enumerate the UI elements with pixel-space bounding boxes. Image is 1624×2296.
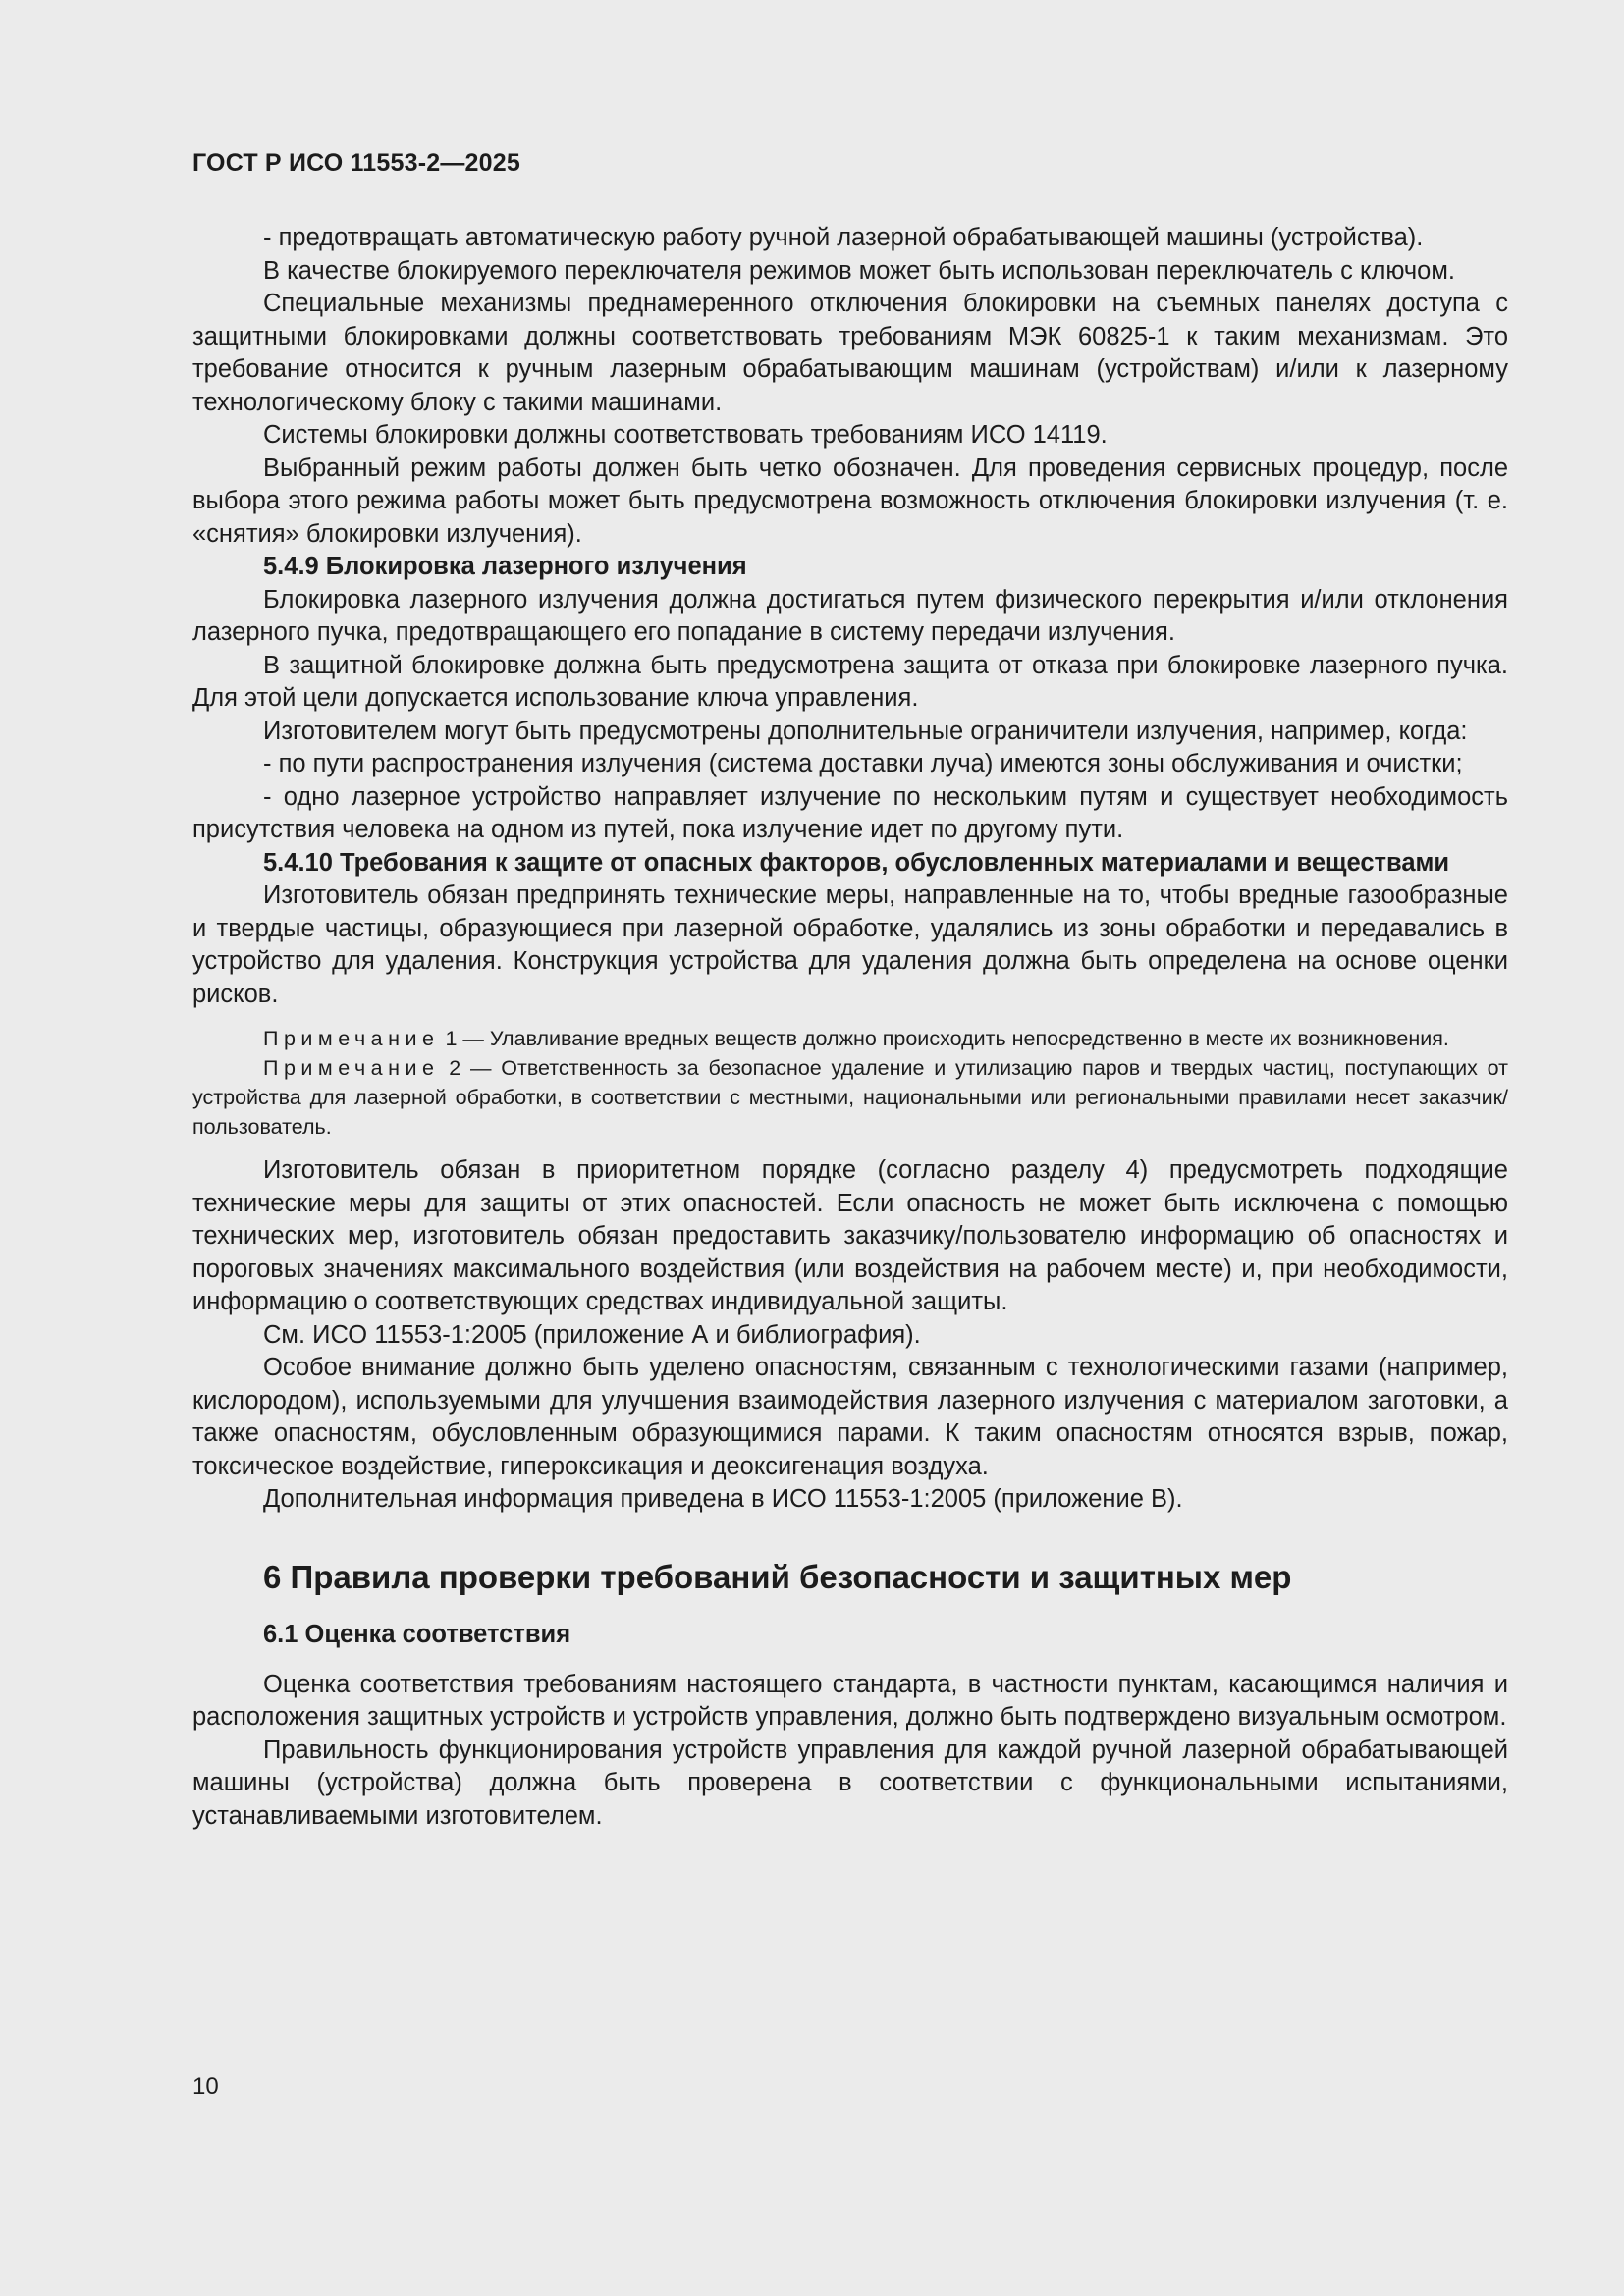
subchapter-heading-6-1: 6.1 Оценка соответствия [263, 1620, 571, 1648]
note-label: Примечание [263, 1056, 440, 1080]
paragraph: Оценка соответствия требованиям настоящего стандарта, в частности пунктам, касающимся наличия и расположения защитных устройств и устройств управления, должно быть подтверждено визуальным осмотром. [192, 1670, 1508, 1731]
paragraph: Системы блокировки должны соответствовать требованиям ИСО 14119. [263, 421, 1108, 449]
note-label: Примечание [263, 1027, 440, 1050]
document-body [192, 222, 1508, 1833]
paragraph: Блокировка лазерного излучения должна достигаться путем физического перекрытия и/или отклонения лазерного пучка, предотвращающего его попадание в систему передачи излучения. [192, 585, 1508, 646]
document-code-header: ГОСТ Р ИСО 11553-2—2025 [192, 149, 520, 177]
list-item: - по пути распространения излучения (система доставки луча) имеются зоны обслуживания и очистки; [263, 750, 1463, 777]
paragraph: Выбранный режим работы должен быть четко обозначен. Для проведения сервисных процедур, после выбора этого режима работы может быть предусмотрена возможность отключения блокировки излучения (т. е. «снятия» блокировки излучения). [192, 454, 1508, 548]
note [192, 1024, 1508, 1053]
paragraph: Изготовитель обязан предпринять технические меры, направленные на то, чтобы вредные газообразные и твердые частицы, образующиеся при лазерной обработке, удалялись из зоны обработки и передавались в устройство для удаления. Конструкция устройства для удаления должна быть определена на основе оценки рисков. [192, 881, 1508, 1008]
paragraph: Дополнительная информация приведена в ИСО 11553-1:2005 (приложение В). [263, 1485, 1183, 1513]
paragraph: Изготовителем могут быть предусмотрены дополнительные ограничители излучения, например, когда: [263, 717, 1468, 745]
list-item: - одно лазерное устройство направляет излучение по нескольким путям и существует необходимость присутствия человека на одном из путей, пока излучение идет по другому пути. [192, 782, 1508, 843]
chapter-heading-6: 6 Правила проверки требований безопасности и защитных мер [263, 1558, 1292, 1595]
paragraph: Изготовитель обязан в приоритетном порядке (согласно разделу 4) предусмотреть подходящие технические меры для защиты от этих опасностей. Если опасность не может быть исключена с помощью технических мер, изготовитель обязан предоставить заказчику/пользователю информацию об опасностях и пороговых значениях максимального воздействия (или воздействия на рабочем месте) и, при необходимости, информацию о соответствующих средствах индивидуальной защиты. [192, 1156, 1508, 1315]
paragraph: В качестве блокируемого переключателя режимов может быть использован переключатель с ключом. [263, 256, 1455, 285]
paragraph: - предотвращать автоматическую работу ручной лазерной обрабатывающей машины (устройства). [263, 224, 1424, 251]
paragraph: Специальные механизмы преднамеренного отключения блокировки на съемных панелях доступа с защитными блокировками должны соответствовать требованиям МЭК 60825-1 к таким механизмам. Это требование относится к ручным лазерным обрабатывающим машинам (устройствам) и/или к лазерному технологическому блоку с такими машинами. [192, 290, 1508, 416]
note-text: 2 — Ответственность за безопасное удаление и утилизацию паров и твердых частиц, поступающих от устройства для лазерной обработки, в соответствии с местными, национальными или региональными правилами несет заказчик/пользователь. [192, 1056, 1508, 1139]
section-heading-5-4-9: 5.4.9 Блокировка лазерного излучения [263, 553, 747, 580]
page-number: 10 [192, 2073, 219, 2100]
paragraph: В защитной блокировке должна быть предусмотрена защита от отказа при блокировке лазерного пучка. Для этой цели допускается использование ключа управления. [192, 651, 1508, 712]
note-text: 1 — Улавливание вредных веществ должно происходить непосредственно в месте их возникновения. [445, 1027, 1449, 1050]
paragraph: Особое внимание должно быть уделено опасностям, связанным с технологическими газами (например, кислородом), используемыми для улучшения взаимодействия лазерного излучения с материалом заготовки, а также опасностям, обусловленным образующимися парами. К таким опасностям относятся взрыв, пожар, токсическое воздействие, гипероксикация и деоксигенация воздуха. [192, 1354, 1508, 1480]
note [192, 1053, 1508, 1142]
paragraph: См. ИСО 11553-1:2005 (приложение А и библиография). [263, 1320, 921, 1349]
section-heading-5-4-10: 5.4.10 Требования к защите от опасных факторов, обусловленных материалами и веществами [263, 848, 1450, 877]
paragraph: Правильность функционирования устройств управления для каждой ручной лазерной обрабатывающей машины (устройства) должна быть проверена в соответствии с функциональными испытаниями, устанавливаемыми изготовителем. [192, 1735, 1508, 1830]
notes-block [192, 1024, 1508, 1142]
